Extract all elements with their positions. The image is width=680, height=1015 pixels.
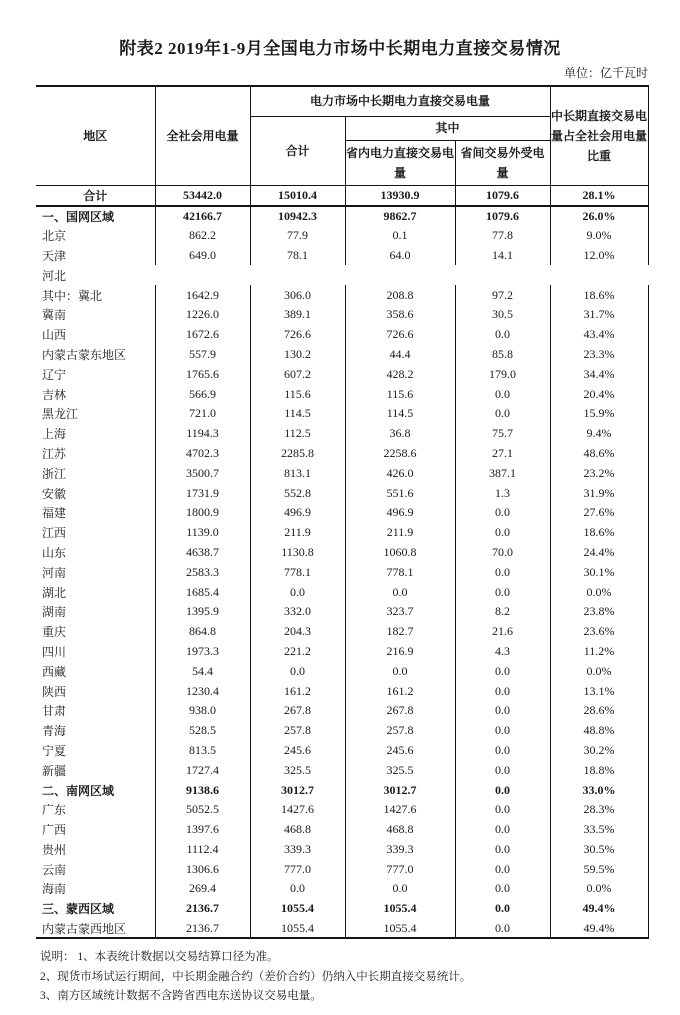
value-cell: 49.4% [550, 919, 648, 939]
region-cell: 江西 [42, 526, 67, 541]
value-cell: 245.6 [345, 741, 455, 761]
value-cell: 13930.9 [345, 185, 455, 206]
region-cell: 黑龙江 [42, 407, 79, 422]
value-cell: 161.2 [250, 681, 345, 701]
value-cell: 2136.7 [155, 899, 250, 919]
value-cell: 1306.6 [155, 859, 250, 879]
region-cell: 贵州 [42, 842, 67, 857]
region-cell: 浙江 [42, 466, 67, 481]
value-cell: 0.0% [550, 661, 648, 681]
value-cell: 607.2 [250, 364, 345, 384]
value-cell: 1226.0 [155, 305, 250, 325]
value-cell: 528.5 [155, 721, 250, 741]
value-cell: 4702.3 [155, 444, 250, 464]
value-cell: 11.2% [550, 642, 648, 662]
table-row [36, 246, 648, 266]
region-cell: 山西 [42, 328, 67, 343]
region-cell: 湖南 [42, 605, 67, 620]
table-row [36, 404, 648, 424]
value-cell: 2136.7 [155, 919, 250, 939]
footnote-line: 2、现货市场试运行期间，中长期金融合约（差价合约）仍纳入中长期直接交易统计。 [40, 970, 472, 983]
value-cell: 557.9 [155, 345, 250, 365]
region-cell: 青海 [42, 724, 67, 739]
table-row [36, 602, 648, 622]
table-row [36, 483, 648, 503]
region-cell: 湖北 [42, 585, 67, 600]
inter-provincial-header: 省间交易外受电量 [455, 140, 550, 185]
value-cell: 21.6 [455, 622, 550, 642]
value-cell: 97.2 [455, 285, 550, 305]
region-cell: 吉林 [42, 387, 67, 402]
value-cell: 20.4% [550, 384, 648, 404]
table-row [36, 899, 648, 919]
value-cell: 179.0 [455, 364, 550, 384]
value-cell: 864.8 [155, 622, 250, 642]
region-cell: 天津 [42, 248, 67, 263]
value-cell: 208.8 [345, 285, 455, 305]
table-row [36, 265, 648, 285]
value-cell: 0.0 [250, 582, 345, 602]
value-cell: 49.4% [550, 899, 648, 919]
value-cell: 1642.9 [155, 285, 250, 305]
region-cell: 内蒙古蒙东地区 [42, 347, 127, 362]
value-cell: 13.1% [550, 681, 648, 701]
value-cell: 257.8 [345, 721, 455, 741]
value-cell: 496.9 [345, 503, 455, 523]
value-cell: 426.0 [345, 463, 455, 483]
value-cell: 114.5 [345, 404, 455, 424]
value-cell: 5052.5 [155, 800, 250, 820]
value-cell: 0.0 [455, 741, 550, 761]
table-row [36, 582, 648, 602]
value-cell: 1055.4 [345, 899, 455, 919]
value-cell: 0.0 [455, 661, 550, 681]
value-cell: 0.0 [455, 404, 550, 424]
value-cell: 496.9 [250, 503, 345, 523]
value-cell: 161.2 [345, 681, 455, 701]
region-cell: 辽宁 [42, 367, 67, 382]
value-cell: 551.6 [345, 483, 455, 503]
region-cell: 安徽 [42, 486, 67, 501]
region-cell: 上海 [42, 427, 67, 442]
value-cell: 216.9 [345, 642, 455, 662]
value-cell: 428.2 [345, 364, 455, 384]
value-cell: 31.9% [550, 483, 648, 503]
value-cell: 0.0 [345, 879, 455, 899]
table-row [36, 463, 648, 483]
value-cell: 3500.7 [155, 463, 250, 483]
value-cell: 0.0 [250, 661, 345, 681]
value-cell: 27.1 [455, 444, 550, 464]
value-cell: 0.0 [455, 523, 550, 543]
value-cell: 15010.4 [250, 185, 345, 206]
value-cell: 0.0 [455, 859, 550, 879]
value-cell: 1079.6 [455, 185, 550, 206]
value-cell: 1055.4 [250, 899, 345, 919]
value-cell: 2583.3 [155, 562, 250, 582]
value-cell: 1230.4 [155, 681, 250, 701]
value-cell: 64.0 [345, 246, 455, 266]
value-cell: 23.6% [550, 622, 648, 642]
value-cell: 182.7 [345, 622, 455, 642]
region-cell: 宁夏 [42, 743, 67, 758]
table-row [36, 622, 648, 642]
table-row [36, 701, 648, 721]
value-cell: 0.0 [455, 760, 550, 780]
table-row [36, 226, 648, 246]
value-cell: 33.0% [550, 780, 648, 800]
value-cell: 3012.7 [345, 780, 455, 800]
value-cell: 1.3 [455, 483, 550, 503]
region-cell: 陕西 [42, 684, 67, 699]
table-row [36, 681, 648, 701]
value-cell: 1973.3 [155, 642, 250, 662]
region-cell: 内蒙古蒙西地区 [42, 921, 127, 936]
value-cell: 0.0 [345, 582, 455, 602]
value-cell: 0.0 [455, 820, 550, 840]
value-cell: 566.9 [155, 384, 250, 404]
value-cell: 1731.9 [155, 483, 250, 503]
value-cell: 23.3% [550, 345, 648, 365]
region-header: 地区 [83, 128, 108, 143]
value-cell: 387.1 [455, 463, 550, 483]
table-row [36, 562, 648, 582]
value-cell: 2258.6 [345, 444, 455, 464]
region-cell: 广西 [42, 823, 67, 838]
value-cell: 26.0% [550, 206, 648, 226]
value-cell: 0.0 [455, 721, 550, 741]
table-row [36, 503, 648, 523]
subtotal-header: 合计 [250, 116, 345, 185]
value-cell: 36.8 [345, 424, 455, 444]
footnote-line: 说明： 1、本表统计数据以交易结算口径为准。 [40, 951, 279, 964]
value-cell: 78.1 [250, 246, 345, 266]
table-header [36, 86, 648, 185]
value-cell: 70.0 [455, 543, 550, 563]
table-row [36, 206, 648, 226]
table-row [36, 780, 648, 800]
value-cell: 23.8% [550, 602, 648, 622]
region-cell: 合计 [36, 185, 155, 206]
table-row [36, 879, 648, 899]
region-cell: 一、国网区域 [42, 209, 115, 224]
value-cell: 1395.9 [155, 602, 250, 622]
value-cell: 0.0 [455, 840, 550, 860]
value-cell: 552.8 [250, 483, 345, 503]
value-cell: 778.1 [250, 562, 345, 582]
value-cell: 30.1% [550, 562, 648, 582]
value-cell: 0.0 [455, 681, 550, 701]
value-cell: 778.1 [345, 562, 455, 582]
value-cell: 777.0 [345, 859, 455, 879]
value-cell: 1727.4 [155, 760, 250, 780]
value-cell: 306.0 [250, 285, 345, 305]
value-cell: 75.7 [455, 424, 550, 444]
value-cell: 31.7% [550, 305, 648, 325]
value-cell: 0.0 [455, 503, 550, 523]
intra-provincial-header: 省内电力直接交易电量 [345, 140, 455, 185]
value-cell: 649.0 [155, 246, 250, 266]
region-cell: 广东 [42, 803, 67, 818]
region-cell: 甘肃 [42, 704, 67, 719]
value-cell: 33.5% [550, 820, 648, 840]
value-cell: 267.8 [250, 701, 345, 721]
table-row [36, 523, 648, 543]
value-cell: 12.0% [550, 246, 648, 266]
share-header: 中长期直接交易电量占全社会用电量比重 [550, 86, 648, 185]
value-cell: 4.3 [455, 642, 550, 662]
value-cell: 938.0 [155, 701, 250, 721]
region-cell: 河南 [42, 565, 67, 580]
table-row [36, 840, 648, 860]
value-cell: 389.1 [250, 305, 345, 325]
value-cell: 77.9 [250, 226, 345, 246]
value-cell: 2285.8 [250, 444, 345, 464]
region-cell: 北京 [42, 229, 67, 244]
consumption-header: 全社会用电量 [155, 86, 250, 185]
value-cell: 48.8% [550, 721, 648, 741]
region-cell: 二、南网区域 [42, 783, 115, 798]
value-cell: 28.6% [550, 701, 648, 721]
value-cell: 1055.4 [250, 919, 345, 939]
table-row [36, 642, 648, 662]
value-cell: 0.0 [455, 919, 550, 939]
table-row [36, 859, 648, 879]
value-cell: 813.5 [155, 741, 250, 761]
table-row [36, 760, 648, 780]
value-cell: 325.5 [345, 760, 455, 780]
table-row [36, 185, 648, 206]
trade-group-header: 电力市场中长期电力直接交易电量 [250, 86, 550, 116]
value-cell: 0.0 [455, 800, 550, 820]
value-cell: 204.3 [250, 622, 345, 642]
value-cell: 339.3 [250, 840, 345, 860]
value-cell: 30.2% [550, 741, 648, 761]
value-cell: 726.6 [250, 325, 345, 345]
value-cell: 10942.3 [250, 206, 345, 226]
value-cell: 721.0 [155, 404, 250, 424]
value-cell: 221.2 [250, 642, 345, 662]
value-cell: 1397.6 [155, 820, 250, 840]
value-cell: 77.8 [455, 226, 550, 246]
value-cell: 468.8 [250, 820, 345, 840]
value-cell: 9.0% [550, 226, 648, 246]
value-cell: 1672.6 [155, 325, 250, 345]
value-cell: 28.1% [550, 185, 648, 206]
value-cell: 0.0 [455, 899, 550, 919]
value-cell: 0.1 [345, 226, 455, 246]
table-row [36, 741, 648, 761]
footnotes [40, 948, 680, 1007]
value-cell: 18.8% [550, 760, 648, 780]
value-cell: 85.8 [455, 345, 550, 365]
value-cell: 0.0 [455, 701, 550, 721]
value-cell: 8.2 [455, 602, 550, 622]
table-row [36, 543, 648, 563]
value-cell: 27.6% [550, 503, 648, 523]
value-cell: 115.6 [250, 384, 345, 404]
value-cell: 43.4% [550, 325, 648, 345]
value-cell: 1427.6 [250, 800, 345, 820]
region-cell: 江苏 [42, 446, 67, 461]
value-cell: 1427.6 [345, 800, 455, 820]
value-cell: 54.4 [155, 661, 250, 681]
value-cell: 862.2 [155, 226, 250, 246]
value-cell: 1194.3 [155, 424, 250, 444]
value-cell: 59.5% [550, 859, 648, 879]
value-cell: 358.6 [345, 305, 455, 325]
of-which-header: 其中 [345, 116, 550, 140]
region-cell: 其中：冀北 [42, 288, 103, 303]
value-cell: 28.3% [550, 800, 648, 820]
value-cell: 726.6 [345, 325, 455, 345]
table-row [36, 384, 648, 404]
value-cell: 1079.6 [455, 206, 550, 226]
value-cell: 130.2 [250, 345, 345, 365]
value-cell: 267.8 [345, 701, 455, 721]
value-cell: 1800.9 [155, 503, 250, 523]
value-cell: 9862.7 [345, 206, 455, 226]
table-row [36, 820, 648, 840]
region-cell: 云南 [42, 862, 67, 877]
value-cell: 0.0 [345, 661, 455, 681]
value-cell: 18.6% [550, 285, 648, 305]
value-cell: 245.6 [250, 741, 345, 761]
table-row [36, 325, 648, 345]
value-cell: 0.0% [550, 879, 648, 899]
value-cell: 44.4 [345, 345, 455, 365]
table-row [36, 285, 648, 305]
value-cell: 1130.8 [250, 543, 345, 563]
table-row [36, 444, 648, 464]
value-cell: 1685.4 [155, 582, 250, 602]
value-cell: 1765.6 [155, 364, 250, 384]
value-cell: 112.5 [250, 424, 345, 444]
region-cell: 冀南 [42, 308, 67, 323]
value-cell: 0.0 [455, 562, 550, 582]
region-cell: 西藏 [42, 664, 67, 679]
value-cell: 211.9 [345, 523, 455, 543]
region-cell: 海南 [42, 882, 67, 897]
value-cell: 15.9% [550, 404, 648, 424]
table-row [36, 800, 648, 820]
table-row [36, 345, 648, 365]
value-cell: 48.6% [550, 444, 648, 464]
value-cell: 0.0 [455, 879, 550, 899]
value-cell: 1112.4 [155, 840, 250, 860]
table-row [36, 661, 648, 681]
value-cell: 0.0 [455, 582, 550, 602]
value-cell: 777.0 [250, 859, 345, 879]
value-cell: 211.9 [250, 523, 345, 543]
value-cell: 9.4% [550, 424, 648, 444]
value-cell: 23.2% [550, 463, 648, 483]
value-cell: 332.0 [250, 602, 345, 622]
region-cell: 三、蒙西区域 [42, 902, 115, 917]
value-cell: 9138.6 [155, 780, 250, 800]
value-cell: 34.4% [550, 364, 648, 384]
value-cell: 339.3 [345, 840, 455, 860]
value-cell: 24.4% [550, 543, 648, 563]
trade-table [36, 85, 649, 939]
value-cell: 468.8 [345, 820, 455, 840]
region-cell: 福建 [42, 506, 67, 521]
value-cell: 3012.7 [250, 780, 345, 800]
table-row [36, 424, 648, 444]
value-cell: 257.8 [250, 721, 345, 741]
table-row [36, 364, 648, 384]
value-cell: 813.1 [250, 463, 345, 483]
unit-label: 单位：亿千瓦时 [563, 66, 648, 80]
value-cell: 4638.7 [155, 543, 250, 563]
value-cell: 1139.0 [155, 523, 250, 543]
value-cell: 30.5 [455, 305, 550, 325]
value-cell: 18.6% [550, 523, 648, 543]
value-cell: 14.1 [455, 246, 550, 266]
region-cell: 四川 [42, 644, 67, 659]
value-cell: 42166.7 [155, 206, 250, 226]
value-cell: 1055.4 [345, 919, 455, 939]
value-cell: 0.0 [250, 879, 345, 899]
page-title: 附表2 2019年1-9月全国电力市场中长期电力直接交易情况 [119, 39, 561, 58]
value-cell: 325.5 [250, 760, 345, 780]
table-row [36, 919, 648, 939]
table-body [36, 185, 648, 938]
value-cell: 0.0% [550, 582, 648, 602]
value-cell: 323.7 [345, 602, 455, 622]
value-cell: 0.0 [455, 780, 550, 800]
value-cell: 0.0 [455, 325, 550, 345]
footnote-line: 3、南方区域统计数据不含跨省西电东送协议交易电量。 [40, 990, 322, 1003]
region-cell: 山东 [42, 545, 67, 560]
value-cell: 30.5% [550, 840, 648, 860]
region-cell: 重庆 [42, 625, 67, 640]
table-row [36, 721, 648, 741]
value-cell: 114.5 [250, 404, 345, 424]
value-cell: 0.0 [455, 384, 550, 404]
region-cell: 河北 [42, 268, 67, 283]
value-cell: 269.4 [155, 879, 250, 899]
value-cell: 1060.8 [345, 543, 455, 563]
value-cell: 53442.0 [155, 185, 250, 206]
region-cell: 新疆 [42, 763, 67, 778]
table-row [36, 305, 648, 325]
value-cell: 115.6 [345, 384, 455, 404]
